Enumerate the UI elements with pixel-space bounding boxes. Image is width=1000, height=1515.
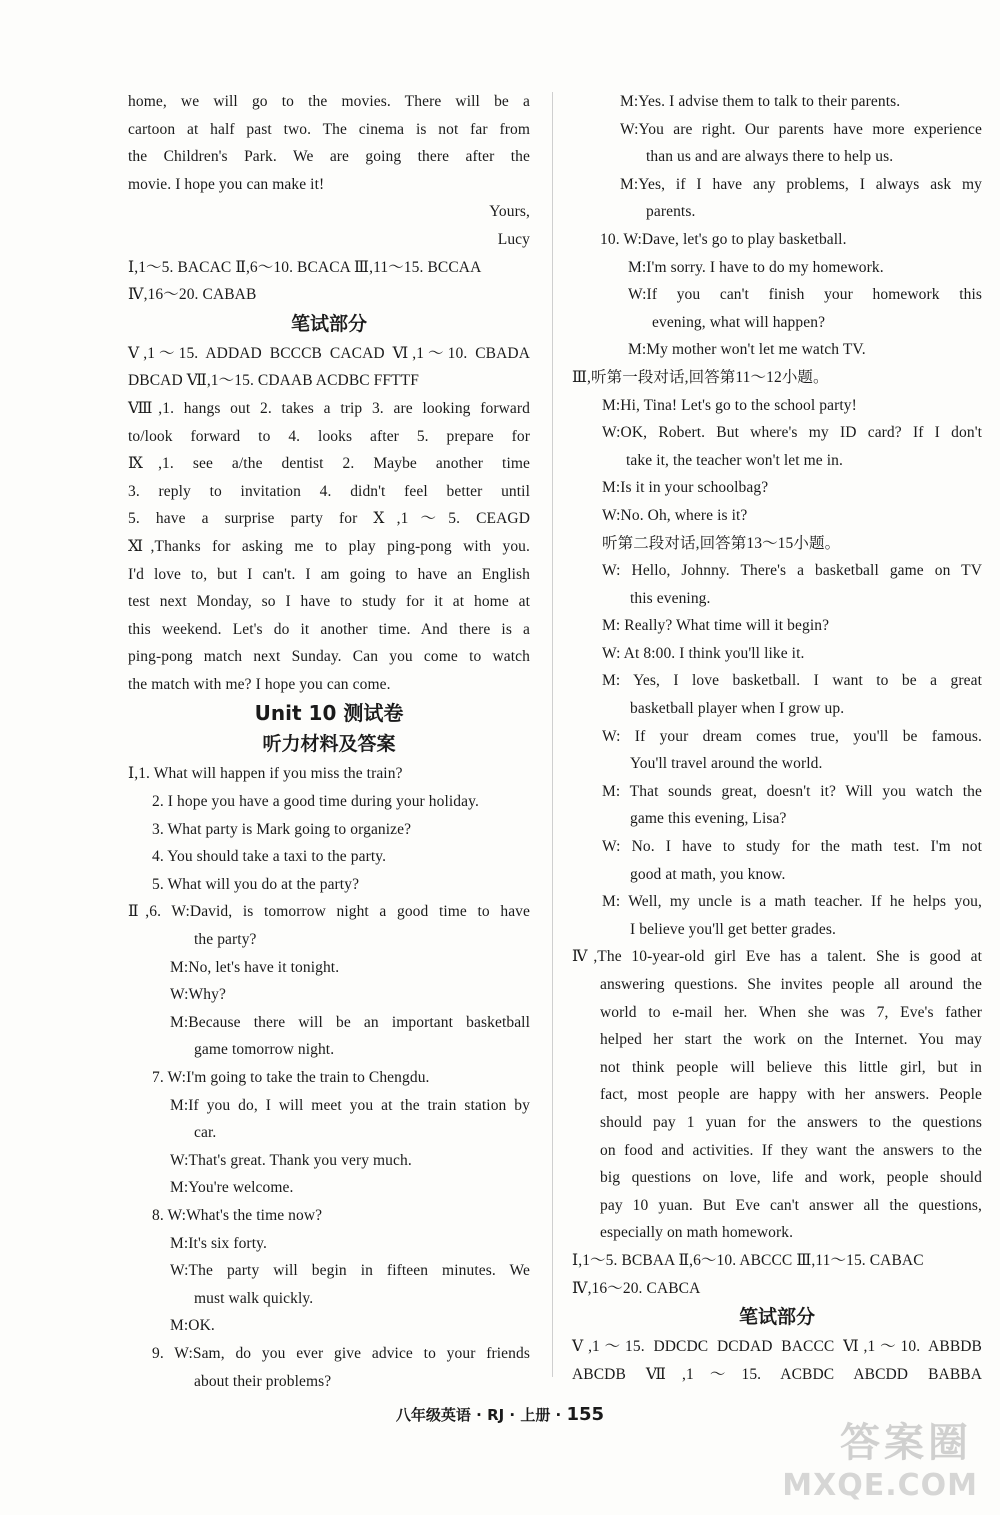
text-line: M:Is it in your schoolbag? [602,479,769,497]
text-line: Ⅸ,1. see a/the dentist 2. Maybe another time [128,455,530,473]
text-line: Ⅳ,16～20. CABAB [128,286,257,304]
text-line: take it, the teacher won't let me in. [626,451,843,469]
footer-label: 八年级英语 · RJ · 上册 · [395,1406,567,1424]
text-line: ping-pong match next Sunday. Can you come to watch [128,648,530,666]
text-line: M:Hi, Tina! Let's go to the school party! [602,396,857,414]
text-line: M:Because there will be an important basketball [170,1013,530,1031]
text-line: fact, most people are happy with her answers. People [600,1086,982,1104]
text-line: M: That sounds great, doesn't it? Will you watch the [602,782,982,800]
text-line: M:I'm sorry. I have to do my homework. [628,258,884,276]
text-line: I believe you'll get better grades. [630,920,836,938]
text-line: about their problems? [194,1372,332,1390]
text-line: Ⅺ,Thanks for asking me to play ping-pong with you. [128,537,530,555]
section-heading: 听力材料及答案 [262,733,396,756]
text-line: must walk quickly. [194,1289,314,1307]
text-line: this weekend. Let's do it another time. And there is a [128,620,530,638]
section-heading: Unit 10 测试卷 [254,701,404,726]
text-line: Ⅳ,The 10-year-old girl Eve has a talent. She is good at [572,948,982,966]
text-line: especially on math homework. [600,1224,794,1242]
text-line: 10. W:Dave, let's go to play basketball. [600,230,847,248]
text-line: 听第二段对话,回答第13～15小题。 [602,534,841,552]
text-line: pay 10 yuan. But Eve can't answer all the questions, [600,1196,982,1214]
text-line: M:If you do, I will meet you at the train station by [170,1096,530,1114]
text-line: ABCDB Ⅶ,1～15. ACBDC ABCDD BABBA [572,1365,982,1383]
text-line: Ⅳ,16～20. CABCA [572,1279,701,1297]
text-line: this evening. [630,589,711,607]
text-line: M: Really? What time will it begin? [602,617,830,635]
text-line: W:You are right. Our parents have more experience [620,120,982,138]
text-line: 4. You should take a taxi to the party. [152,848,387,866]
text-line: M:No, let's have it tonight. [170,958,340,976]
column-divider [552,92,553,1377]
text-line: 9. W:Sam, do you ever give advice to your friends [152,1344,530,1362]
text-line: 3. reply to invitation 4. didn't feel better until [128,482,530,500]
text-line: M: Well, my uncle is a math teacher. If he helps you, [602,893,982,911]
left-column [128,88,530,1395]
page-number: 155 [566,1404,605,1425]
text-line: good at math, you know. [630,865,786,883]
text-line: W:The party will begin in fifteen minutes. We [170,1262,530,1280]
text-line: answering questions. She invites people all around the [600,976,982,993]
text-line: W:No. Oh, where is it? [602,506,748,524]
text-line: game this evening, Lisa? [630,810,787,828]
text-line: test next Monday, so I have to study for it at home at [128,593,530,611]
text-line: 8. W:What's the time now? [152,1206,323,1224]
text-line: than us and are always there to help us. [646,148,894,166]
text-line: W:That's great. Thank you very much. [170,1151,412,1169]
text-line: Ⅷ,1. hangs out 2. takes a trip 3. are looking forward [128,399,530,417]
text-line: cartoon at half past two. The cinema is not far from [128,120,530,138]
text-line: W:If you can't finish your homework this [628,286,982,304]
text-line: to/look forward to 4. looks after 5. prepare for [128,427,530,445]
text-line: 2. I hope you have a good time during your holiday. [152,793,479,811]
text-line: Ⅴ,1～15. DDCDC DCDAD BACCC Ⅵ,1～10. ABBDB [572,1338,982,1356]
text-line: movie. I hope you can make it! [128,175,325,193]
text-line: M:You're welcome. [170,1179,294,1197]
text-line: M:OK. [170,1317,215,1335]
text-line: should pay 1 yuan for the answers to the questions [600,1113,982,1131]
text-line: M:Yes, if I have any problems, I always ask my [620,175,982,193]
text-line: parents. [646,203,696,221]
text-line: evening, what will happen? [652,313,826,331]
text-line: W: If your dream comes true, you'll be famous. [602,727,982,745]
text-line: the Children's Park. We are going there after the [128,148,530,166]
text-line: W:OK, Robert. But where's my ID card? If I don't [602,424,982,442]
right-column [572,88,982,1388]
section-heading: 笔试部分 [738,1306,815,1329]
text-line: Ⅲ,听第一段对话,回答第11～12小题。 [572,368,829,386]
text-line: M:My mother won't let me watch TV. [628,341,866,359]
text-line: I'd love to, but I can't. I am going to have an English [128,565,530,583]
text-line: 5. What will you do at the party? [152,875,360,893]
text-line: 5. have a surprise party for Ⅹ,1～5. CEAGD [128,510,530,528]
text-line: W: No. I have to study for the math test. I'm not [602,838,982,856]
text-line: W: At 8:00. I think you'll like it. [602,644,805,662]
text-line: the match with me? I hope you can come. [128,675,391,693]
text-line: M:Yes. I advise them to talk to their parents. [620,93,901,110]
watermark-url: MXQE.COM [782,1468,978,1503]
text-line: the party? [194,931,257,949]
text-line: 7. W:I'm going to take the train to Chengdu. [152,1069,430,1086]
text-line: W: Hello, Johnny. There's a basketball game on TV [602,562,982,580]
text-line: W:Why? [170,986,226,1004]
text-line: basketball player when I grow up. [630,700,845,718]
text-line: M:It's six forty. [170,1234,267,1252]
text-line: car. [194,1124,217,1142]
text-line: M: Yes, I love basketball. I want to be a great [602,672,982,690]
text-line: big questions on love, life and work, people should [600,1169,982,1187]
text-line: on food and activities. If they want the answers to the [600,1141,982,1159]
watermark-glyphs: 答案圈 [840,1420,972,1466]
text-line: Ⅴ,1～15. ADDAD BCCCB CACAD Ⅵ,1～10. CBADA [128,344,530,362]
text-line: You'll travel around the world. [630,755,823,773]
watermark-logo [782,1411,978,1503]
text-line: not think people will believe this little girl, but in [600,1058,982,1076]
text-line: Ⅱ,6. W:David, is tomorrow night a good time to have [128,903,530,921]
text-line: Ⅰ,1～5. BACAC Ⅱ,6～10. BCACA Ⅲ,11～15. BCCAA [128,258,482,276]
text-line: DBCAD Ⅶ,1～15. CDAAB ACDBC FFTTF [128,372,419,390]
text-line: Yours, [489,203,530,221]
text-line: home, we will go to the movies. There will be a [128,93,530,110]
text-line: 3. What party is Mark going to organize? [152,820,412,838]
text-line: Lucy [497,230,530,248]
text-line: Ⅰ,1～5. BCBAA Ⅱ,6～10. ABCCC Ⅲ,11～15. CABAC [572,1251,924,1269]
text-line: world to e-mail her. When she was 7, Eve's father [600,1003,982,1021]
text-line: game tomorrow night. [194,1041,335,1059]
text-line: helped her start the work on the Internet. You may [600,1031,982,1049]
section-heading: 笔试部分 [290,312,367,335]
text-line: Ⅰ,1. What will happen if you miss the train? [128,765,403,783]
